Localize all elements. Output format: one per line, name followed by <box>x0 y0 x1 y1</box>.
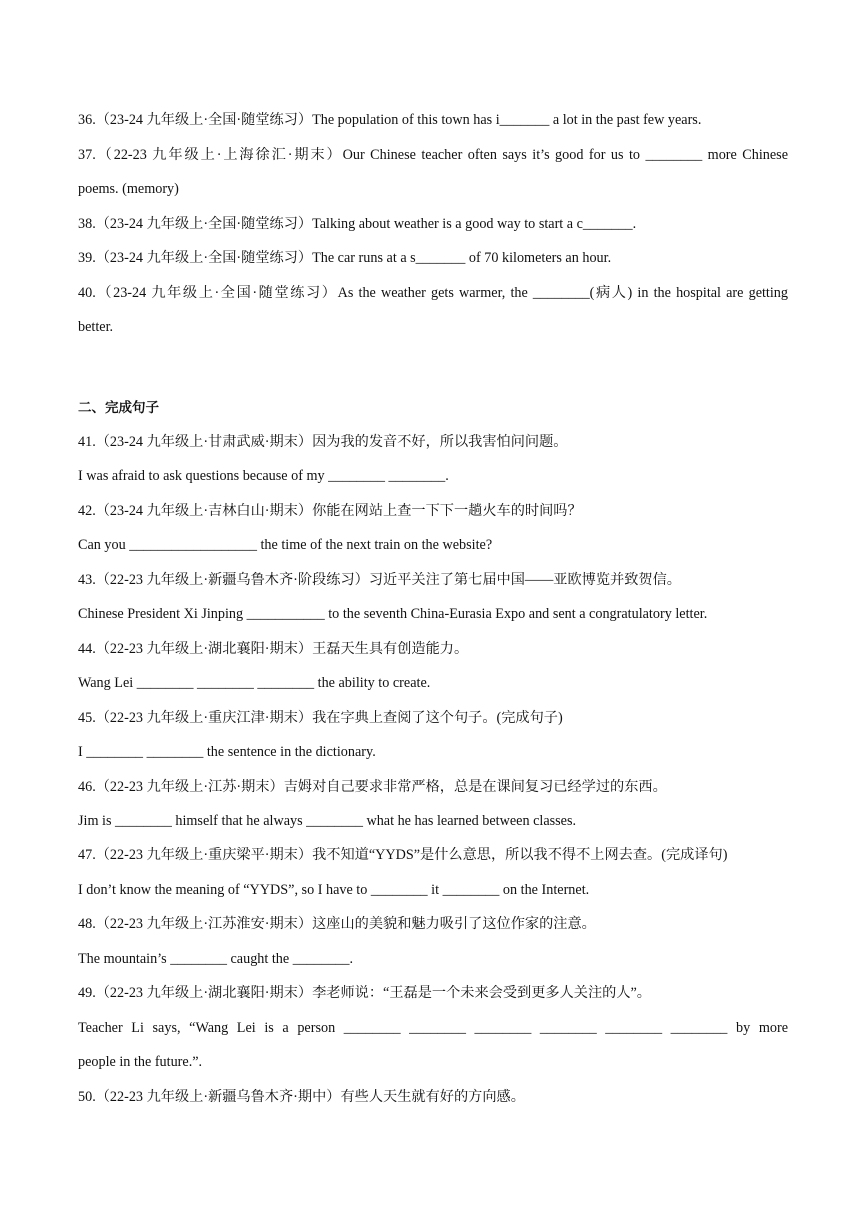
question-41-answer-line: I was afraid to ask questions because of my ________ ________. <box>78 468 449 484</box>
question-42: 42.（23-24 九年级上·吉林白山·期末）你能在网站上查一下下一趟火车的时间吗？ <box>78 503 582 519</box>
question-37-continued: poems. (memory) <box>78 181 179 197</box>
question-50: 50.（22-23 九年级上·新疆乌鲁木齐·期中）有些人天生就有好的方向感。 <box>78 1089 525 1105</box>
question-43-answer-line: Chinese President Xi Jinping ___________ to the seventh China-Eurasia Expo and sent a congratulatory letter. <box>78 606 708 622</box>
question-49-continued: people in the future.”. <box>78 1054 203 1070</box>
question-44: 44.（22-23 九年级上·湖北襄阳·期末）王磊天生具有创造能力。 <box>78 641 469 657</box>
question-42-answer-line: Can you __________________ the time of the next train on the website? <box>78 537 493 553</box>
question-49: 49.（22-23 九年级上·湖北襄阳·期末）李老师说：“王磊是一个未来会受到更多人关注的人”。 <box>78 985 651 1001</box>
question-49-answer-line: Teacher Li says, “Wang Lei is a person ________ ________ ________ ________ ________ ________ by more <box>78 1020 788 1036</box>
question-46-answer-line: Jim is ________ himself that he always ________ what he has learned between classes. <box>78 813 577 829</box>
question-37: 37.（22-23 九年级上·上海徐汇·期末）Our Chinese teacher often says it’s good for us to ________ more Chinese <box>78 147 788 163</box>
question-45-answer-line: I ________ ________ the sentence in the dictionary. <box>78 744 376 760</box>
question-47-answer-line: I don’t know the meaning of “YYDS”, so I have to ________ it ________ on the Internet. <box>78 882 590 898</box>
question-43: 43.（22-23 九年级上·新疆乌鲁木齐·阶段练习）习近平关注了第七届中国——亚欧博览并致贺信。 <box>78 572 681 588</box>
question-48: 48.（22-23 九年级上·江苏淮安·期末）这座山的美貌和魅力吸引了这位作家的注意。 <box>78 916 596 932</box>
question-45: 45.（22-23 九年级上·重庆江津·期末）我在字典上查阅了这个句子。(完成句子) <box>78 710 563 726</box>
section-title: 二、完成句子 <box>78 400 159 416</box>
question-40-continued: better. <box>78 319 114 335</box>
question-41: 41.（23-24 九年级上·甘肃武威·期末）因为我的发音不好，所以我害怕问问题。 <box>78 434 568 450</box>
question-40: 40.（23-24 九年级上·全国·随堂练习）As the weather gets warmer, the ________(病人) in the hospital are getting <box>78 285 788 301</box>
question-44-answer-line: Wang Lei ________ ________ ________ the ability to create. <box>78 675 431 691</box>
question-48-answer-line: The mountain’s ________ caught the ________. <box>78 951 354 967</box>
question-46: 46.（22-23 九年级上·江苏·期末）吉姆对自己要求非常严格，总是在课间复习已经学过的东西。 <box>78 779 667 795</box>
question-47: 47.（22-23 九年级上·重庆梁平·期末）我不知道“YYDS”是什么意思，所以我不得不上网去查。(完成译句) <box>78 847 728 863</box>
question-38: 38.（23-24 九年级上·全国·随堂练习）Talking about weather is a good way to start a c_______. <box>78 216 637 232</box>
question-36: 36.（23-24 九年级上·全国·随堂练习）The population of this town has i_______ a lot in the past few years. <box>78 112 702 128</box>
question-39: 39.（23-24 九年级上·全国·随堂练习）The car runs at a s_______ of 70 kilometers an hour. <box>78 250 612 266</box>
